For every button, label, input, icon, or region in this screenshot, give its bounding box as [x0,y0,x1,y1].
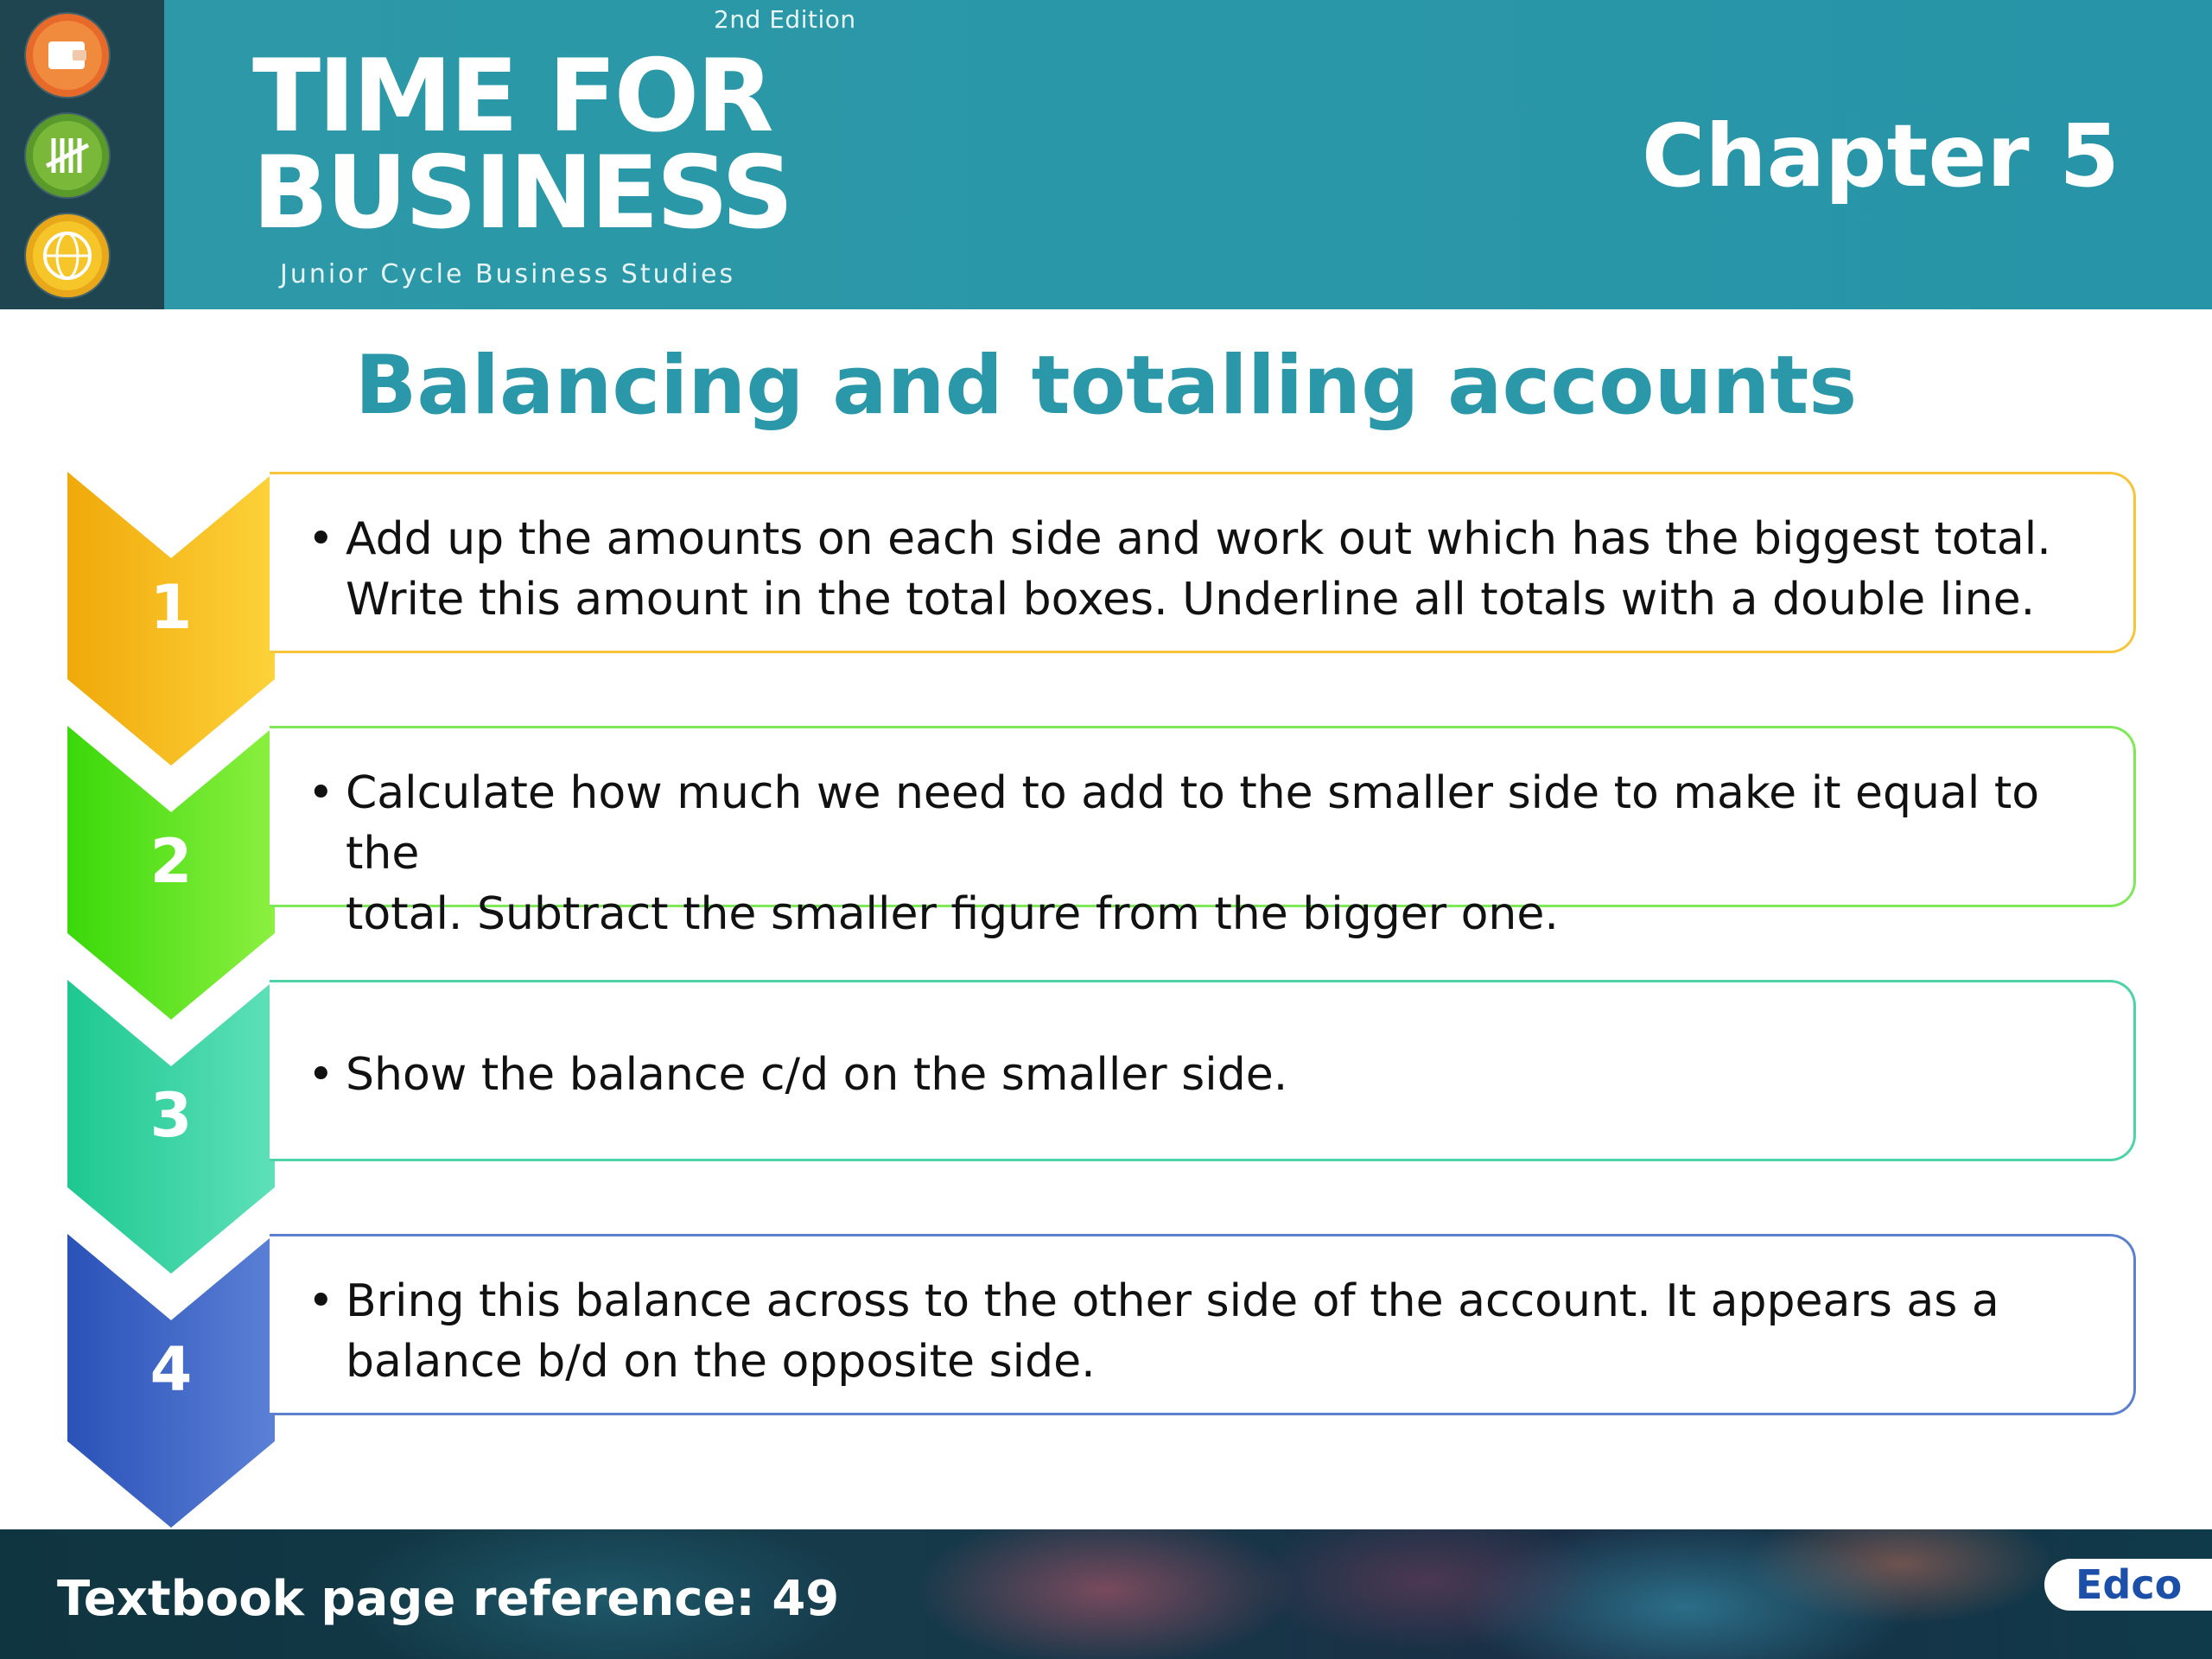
wallet-icon [24,12,111,99]
step-2-text [308,763,2116,944]
header-banner [0,0,2212,309]
step-3 [0,980,2212,1274]
step-3-line-1: Show the balance c/d on the smaller side. [346,1049,1288,1101]
globe-euro-icon [24,213,111,299]
step-2-box [270,726,2136,940]
publisher-logo: Edco [2044,1559,2212,1611]
edition-label: 2nd Edition [714,5,856,34]
step-4-line-2: balance b/d on the opposite side. [346,1336,1096,1388]
brand-subtitle: Junior Cycle Business Studies [280,259,736,289]
brand-logo-text [252,38,791,251]
chapter-label: Chapter 5 [1642,105,2120,207]
page-reference: Textbook page reference: 49 [57,1571,840,1627]
step-4-text [308,1271,2116,1392]
step-1-box [270,472,2136,653]
tally-icon [24,112,111,199]
brand-line-1: TIME FOR [252,38,772,155]
footer-bar [0,1529,2212,1659]
step-1-line-2: Write this amount in the total boxes. Underline all totals with a double line. [346,574,2036,626]
bullet: • [308,1049,334,1101]
step-1-text [308,509,2116,630]
step-3-number: 3 [149,1080,193,1151]
step-1 [0,472,2212,766]
step-2 [0,726,2212,1020]
step-4-box [270,1234,2136,1415]
step-4-line-1: Bring this balance across to the other side of the account. It appears as a [346,1275,1999,1327]
icon-strip [0,0,164,309]
bullet: • [308,1275,334,1327]
step-2-number: 2 [149,826,193,897]
bullet: • [308,767,334,819]
step-3-box [270,980,2136,1161]
step-2-line-2: total. Subtract the smaller figure from the bigger one. [346,888,1559,940]
page-title: Balancing and totalling accounts [354,339,1858,433]
brand-line-2: BUSINESS [252,135,791,251]
step-1-number: 1 [149,572,193,643]
step-3-text [308,1045,2116,1105]
step-4 [0,1234,2212,1528]
step-4-number: 4 [149,1334,193,1405]
step-1-line-1: Add up the amounts on each side and work out which has the biggest total. [346,513,2051,565]
bullet: • [308,513,334,565]
step-2-line-1: Calculate how much we need to add to the smaller side to make it equal to the [346,767,2040,880]
